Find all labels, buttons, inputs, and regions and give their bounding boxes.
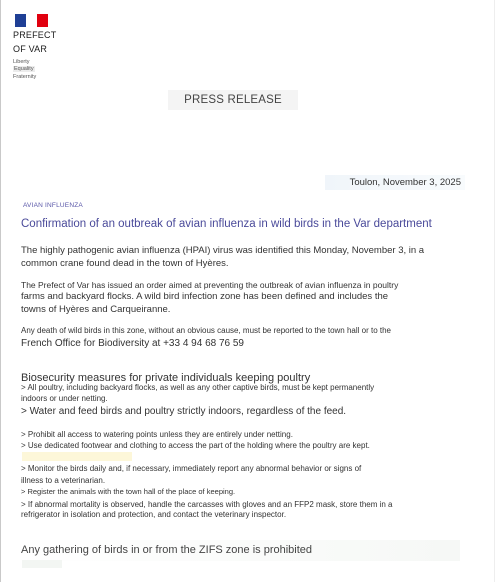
flag-red-stripe	[37, 14, 48, 27]
measure-1-line-2: indoors or under netting.	[21, 394, 108, 403]
paragraph-1-line-2: common crane found dead in the town of Hyères.	[21, 258, 229, 269]
section-title-biosecurity: Biosecurity measures for private individuals keeping poultry	[21, 372, 311, 384]
measure-7-line-1: > If abnormal mortality is observed, handle the carcasses with gloves and an FFP2 mask, store them in a	[21, 500, 393, 509]
flag-blue-stripe	[15, 14, 26, 27]
paragraph-3-line-1: Any death of wild birds in this zone, without an obvious cause, must be reported to the town hall or to the	[21, 326, 391, 335]
motto-equality-text: Equality	[14, 66, 34, 72]
measure-2: > Water and feed birds and poultry strictly indoors, regardless of the feed.	[21, 406, 347, 417]
left-border	[0, 0, 1, 582]
motto-liberty: Liberty	[13, 59, 30, 65]
topic-tag: AVIAN INFLUENZA	[23, 202, 83, 209]
motto-equality	[13, 66, 35, 73]
press-release-title: PRESS RELEASE	[168, 90, 298, 110]
french-flag-icon	[15, 14, 48, 27]
paragraph-2-line-3: towns of Hyères and Carqueiranne.	[21, 304, 171, 315]
measure-5-line-2: illness to a veterinarian.	[21, 476, 106, 485]
highlight-band	[22, 452, 132, 461]
measure-5-line-1: > Monitor the birds daily and, if necessary, immediately report any abnormal behavior or signs of	[21, 464, 362, 473]
paragraph-2-line-1: The Prefect of Var has issued an order aimed at preventing the outbreak of avian influenza in poultry	[21, 280, 399, 290]
headline: Confirmation of an outbreak of avian influenza in wild birds in the Var department	[21, 218, 432, 230]
motto-fraternity: Fraternity	[13, 74, 37, 80]
prefecture-name-line2: OF VAR	[13, 44, 48, 54]
measure-1-line-1: > All poultry, including backyard flocks, as well as any other captive birds, must be kept permanently	[21, 383, 375, 392]
measure-4: > Use dedicated footwear and clothing to access the part of the holding where the poultry are kept.	[21, 441, 370, 450]
gathering-ban-notice: Any gathering of birds in or from the ZIFS zone is prohibited	[14, 540, 460, 561]
measure-3: > Prohibit all access to watering points unless they are entirely under netting.	[21, 430, 293, 439]
footer-decoration	[22, 560, 62, 568]
measure-7-line-2: refrigerator in isolation and protection, and contact the veterinary inspector.	[21, 510, 287, 519]
release-date: Toulon, November 3, 2025	[325, 175, 465, 190]
flag-white-stripe	[26, 14, 37, 27]
paragraph-2-line-2: farms and backyard flocks. A wild bird infection zone has been defined and includes the	[21, 291, 389, 302]
paragraph-1-line-1: The highly pathogenic avian influenza (HPAI) virus was identified this Monday, November 3, in a	[21, 245, 425, 256]
prefecture-name-line1: PREFECT	[13, 30, 57, 40]
measure-6: > Register the animals with the town hall of the place of keeping.	[21, 487, 236, 496]
paragraph-3-line-2: French Office for Biodiversity at +33 4 94 68 76 59	[21, 338, 244, 349]
